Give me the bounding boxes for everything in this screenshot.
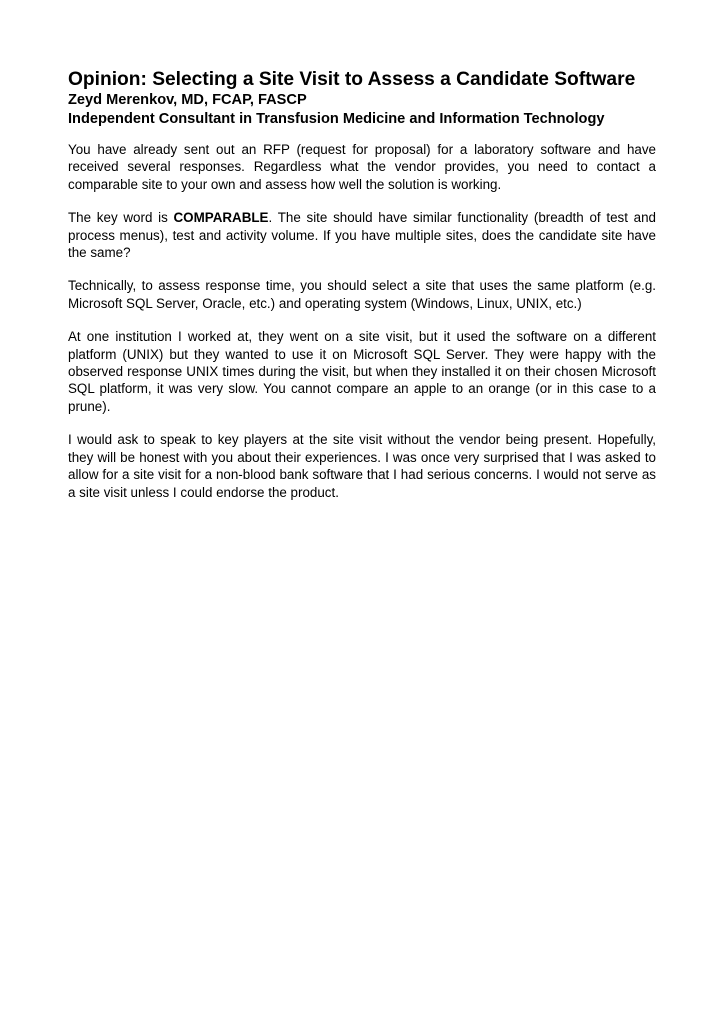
paragraph-response-time: Technically, to assess response time, you should select a site that uses the same platform (e.g. Microsoft SQL Server, Oracle, etc.) and operating system (Windows, Linux, UNIX, etc.) bbox=[68, 278, 656, 311]
paragraph-comparable-lead: The key word is bbox=[68, 210, 174, 226]
document-title: Opinion: Selecting a Site Visit to Assess a Candidate Software bbox=[68, 69, 636, 90]
paragraph-key-players: I would ask to speak to key players at the site visit without the vendor being present. Hopefully, they will be honest with you about their experiences. I was once very surprised that I was asked to allow for a site visit for a non-blood bank software that I had serious concerns. I would not serve as a site visit unless I could endorse the product. bbox=[68, 432, 656, 500]
author-line: Zeyd Merenkov, MD, FCAP, FASCP bbox=[68, 92, 307, 108]
paragraph-institution-example: At one institution I worked at, they went on a site visit, but it used the software on a different platform (UNIX) but they wanted to use it on Microsoft SQL Server. They were happy with the observed response UNIX times during the visit, but when they installed it on their chosen Microsoft SQL platform, it was very slow. You cannot compare an apple to an orange (or in this case to a prune). bbox=[68, 329, 656, 414]
paragraph-comparable bbox=[68, 209, 656, 261]
document-page bbox=[68, 68, 656, 501]
affiliation-line: Independent Consultant in Transfusion Medicine and Information Technology bbox=[68, 111, 605, 127]
comparable-emphasis: COMPARABLE bbox=[173, 210, 269, 226]
paragraph-comparable-rest: . The site should have similar functionality (breadth of test and process menus), test and activity volume. If you have multiple sites, does the candidate site have the same? bbox=[68, 210, 656, 261]
paragraph-rfp: You have already sent out an RFP (request for proposal) for a laboratory software and have received several responses. Regardless what the vendor provides, you need to contact a comparable site to your own and assess how well the solution is working. bbox=[68, 142, 656, 192]
